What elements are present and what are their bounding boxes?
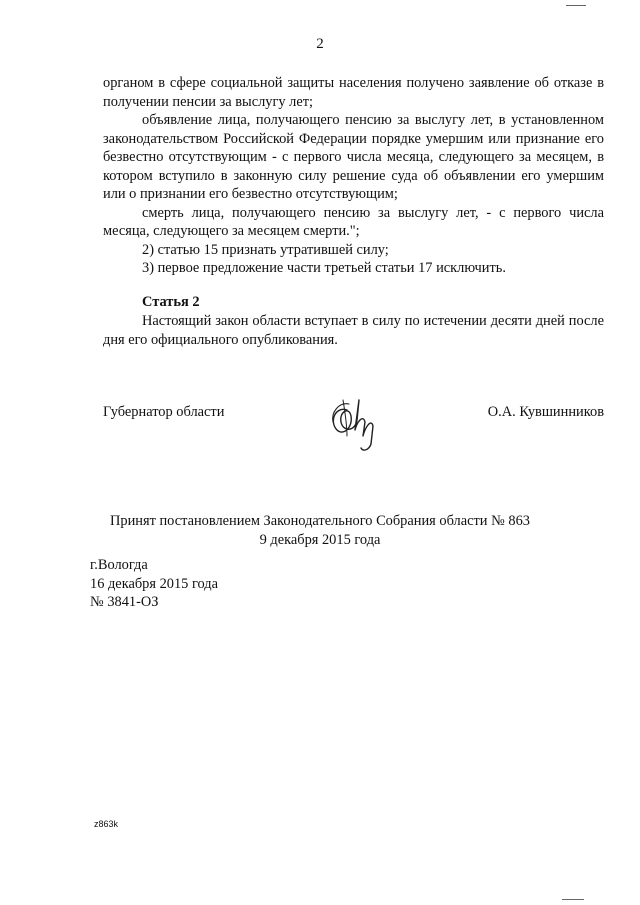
paragraph-4: 2) статью 15 признать утратившей силу; (142, 241, 389, 258)
signature-block (103, 404, 604, 474)
signatory-name: О.А. Кувшинников (487, 404, 604, 420)
paragraph-3: смерть лица, получающего пенсию за выслугу лет, - с первого числа месяца, следующего за месяцем смерти."; (103, 204, 604, 239)
footer-code: z863k (94, 819, 119, 829)
place-and-registration (90, 556, 218, 612)
adoption-line-2: 9 декабря 2015 года (259, 531, 381, 548)
signing-date: 16 декабря 2015 года (90, 575, 219, 592)
article-body (103, 312, 604, 349)
scan-mark-bottom (562, 899, 584, 900)
paragraph-5: 3) первое предложение части третьей статьи 17 исключить. (142, 260, 506, 276)
adoption-line-1: Принят постановлением Законодательного Собрания области № 863 (109, 513, 530, 529)
city: г.Вологда (90, 557, 148, 573)
paragraph-1: органом в сфере социальной защиты населения получено заявление об отказе в получении пенсии за выслугу лет; (103, 75, 604, 110)
handwritten-signature (325, 392, 385, 456)
law-number: № 3841-ОЗ (90, 594, 159, 610)
page-number: 2 (316, 36, 324, 52)
article-text: Настоящий закон области вступает в силу по истечении десяти дней после дня его официального опубликования. (103, 313, 604, 348)
paragraph-2: объявление лица, получающего пенсию за выслугу лет, в установленном законодательством Российской Федерации порядке умершим или признание его безвестно отсутствующим - с первого числа месяца, следующего за месяцем, в котором вступило в законную силу решение суда об объявлении его умершим или о признании его безвестно отсутствующим; (103, 112, 604, 202)
scan-mark-top (566, 5, 586, 6)
article-heading: Статья 2 (142, 294, 200, 310)
amendment-text (103, 74, 604, 278)
adoption-note (0, 512, 640, 549)
signatory-title: Губернатор области (103, 404, 225, 420)
